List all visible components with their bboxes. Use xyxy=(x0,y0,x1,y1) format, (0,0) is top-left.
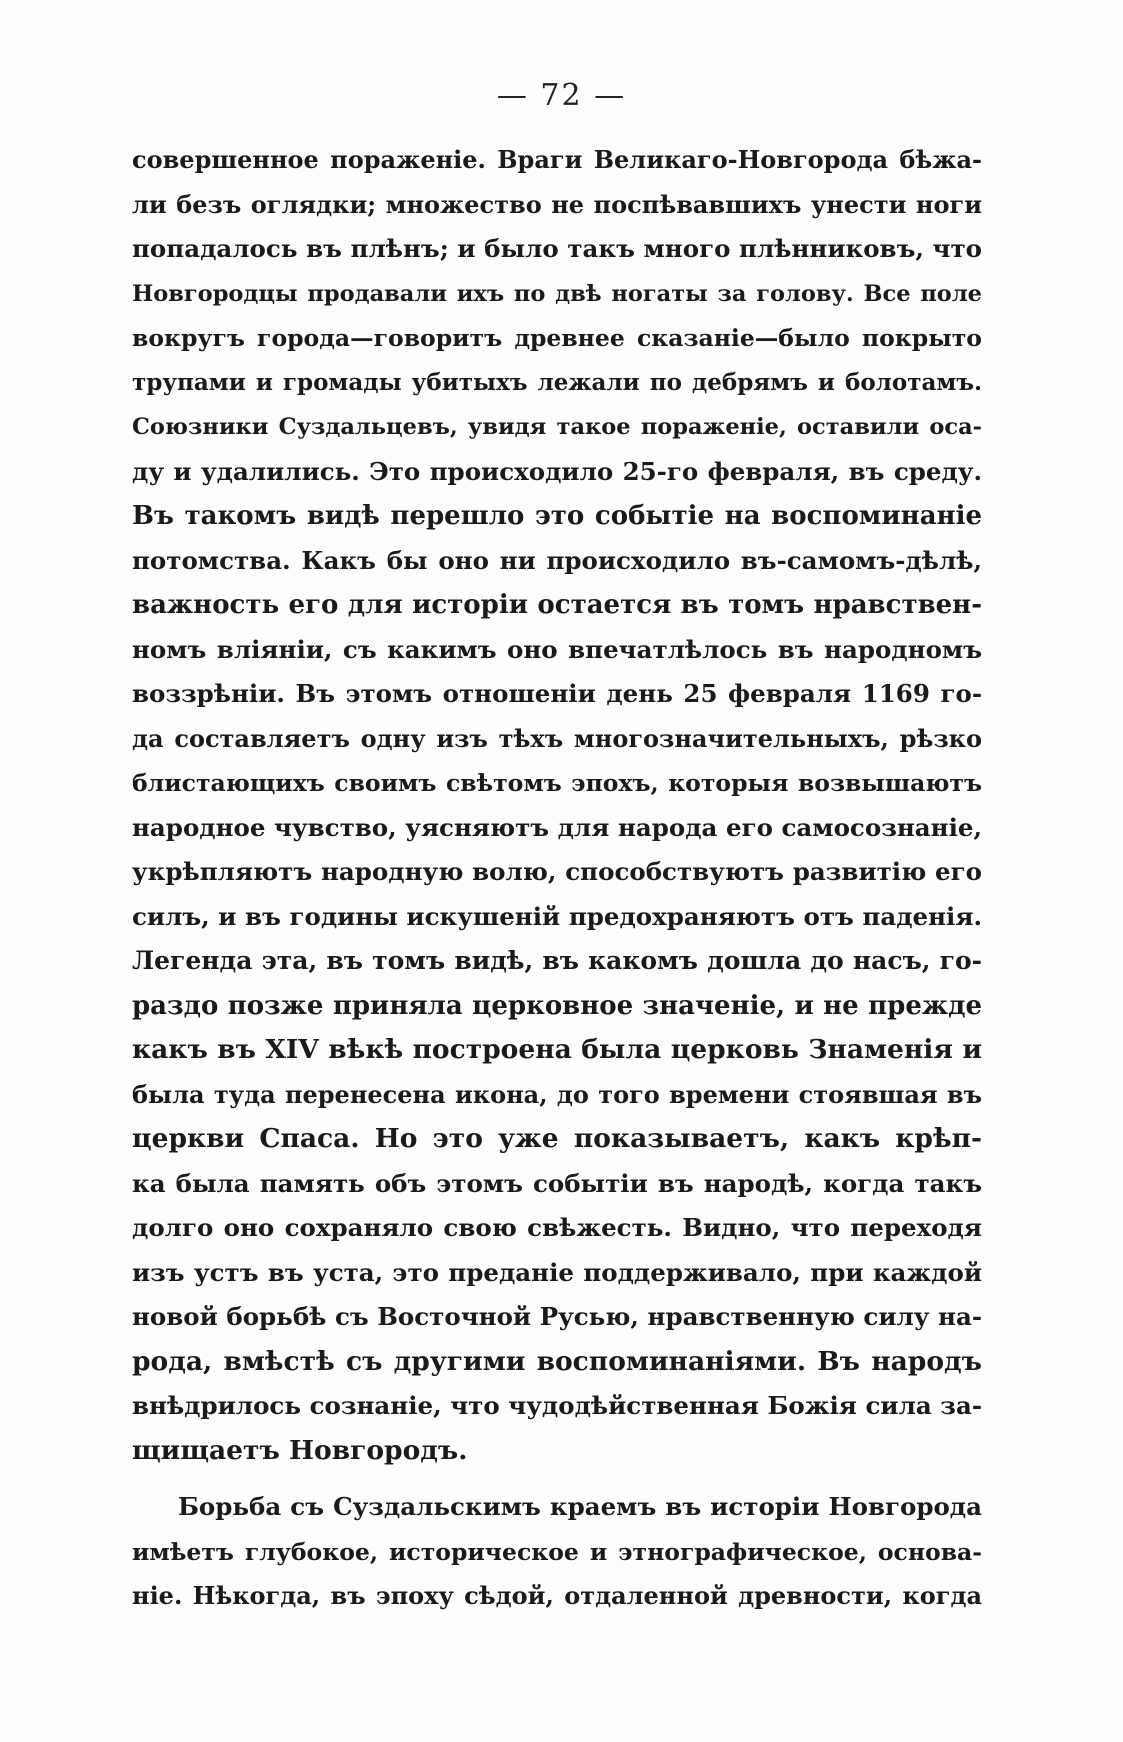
text-line: ка была память объ этомъ событіи въ народѣ, когда такъ xyxy=(132,1168,982,1198)
paragraph-2 xyxy=(132,1485,982,1619)
body-text xyxy=(132,138,982,1619)
text-line: имѣетъ глубокое, историческое и этнографическое, основа- xyxy=(132,1537,982,1566)
text-line: совершенное пораженіе. Враги Великаго-Новгорода бѣжа- xyxy=(132,145,982,174)
paragraph-gap xyxy=(132,1473,982,1485)
text-line: щищаетъ Новгородъ. xyxy=(132,1434,468,1466)
text-line: Борьба съ Суздальскимъ краемъ въ исторіи Новгорода xyxy=(178,1492,982,1521)
text-line: вокругъ города—говоритъ древнее сказаніе—было покрыто xyxy=(132,324,982,352)
page-number: — 72 — xyxy=(496,78,627,113)
text-line: новой борьбѣ съ Восточной Русью, нравственную силу на- xyxy=(132,1302,982,1331)
text-line: народное чувство, уясняютъ для народа его самосознаніе, xyxy=(132,812,982,842)
text-line: попадалось въ плѣнъ; и было такъ много плѣнниковъ, что xyxy=(132,234,982,263)
text-line: церкви Спаса. Но это уже показываетъ, какъ крѣп- xyxy=(132,1123,982,1154)
text-line: важность его для исторіи остается въ томъ нравствен- xyxy=(132,590,982,620)
text-line: трупами и громады убитыхъ лежали по дебрямъ и болотамъ. xyxy=(132,368,982,396)
text-line: Новгородцы продавали ихъ по двѣ ногаты за голову. Все поле xyxy=(132,280,982,307)
text-line: Легенда эта, въ томъ видѣ, въ какомъ дошла до насъ, го- xyxy=(132,946,982,975)
paragraph-1 xyxy=(132,138,982,1473)
text-line: долго оно сохраняло свою свѣжесть. Видно, что переходя xyxy=(132,1213,982,1242)
text-line: Въ такомъ видѣ перешло это событіе на воспоминаніе xyxy=(132,501,982,531)
text-line: воззрѣніи. Въ этомъ отношеніи день 25 февраля 1169 го- xyxy=(132,679,982,708)
text-line: какъ въ XIV вѣкѣ построена была церковь Знаменія и xyxy=(132,1034,982,1065)
text-line: ду и удалились. Это происходило 25-го февраля, въ среду. xyxy=(132,456,982,486)
text-line: ніе. Нѣкогда, въ эпоху сѣдой, отдаленной древности, когда xyxy=(132,1581,982,1610)
text-line: блистающихъ своимъ свѣтомъ эпохъ, которыя возвышаютъ xyxy=(132,769,982,797)
text-line: Союзники Суздальцевъ, увидя такое пораженіе, оставили оса- xyxy=(132,414,982,440)
text-line: ли безъ оглядки; множество не поспѣвавшихъ унести ноги xyxy=(132,189,982,219)
text-line: изъ устъ въ уста, это преданіе поддерживало, при каждой xyxy=(132,1257,982,1287)
text-line: укрѣпляютъ народную волю, способствуютъ развитію его xyxy=(132,857,982,886)
text-line: внѣдрилось сознаніе, что чудодѣйственная Божія сила за- xyxy=(132,1391,982,1420)
text-line: силъ, и въ годины искушеній предохраняютъ отъ паденія. xyxy=(132,901,982,931)
text-line: потомства. Какъ бы оно ни происходило въ-самомъ-дѣлѣ, xyxy=(132,545,982,575)
text-line: номъ вліяніи, съ какимъ оно впечатлѣлось въ народномъ xyxy=(132,634,982,664)
text-line: была туда перенесена икона, до того времени стоявшая въ xyxy=(132,1079,982,1109)
text-line: рода, вмѣстѣ съ другими воспоминаніями. Въ народъ xyxy=(132,1345,982,1377)
text-line: раздо позже приняла церковное значеніе, и не прежде xyxy=(132,990,982,1021)
text-line: да составляетъ одну изъ тѣхъ многозначительныхъ, рѣзко xyxy=(132,723,982,753)
